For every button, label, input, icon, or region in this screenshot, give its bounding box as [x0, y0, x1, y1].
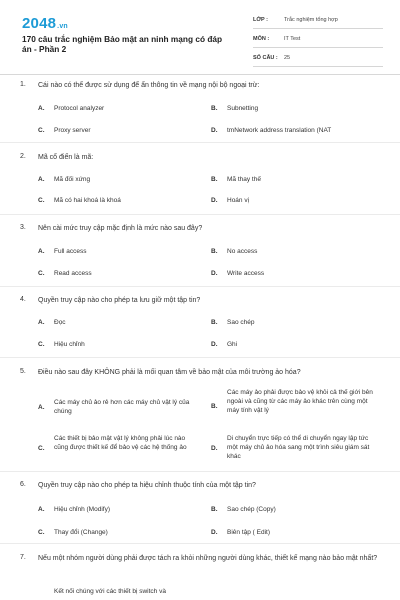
option-letter: C.: [38, 445, 45, 452]
document-title: 170 câu trắc nghiệm Bảo mật an ninh mạng có đáp án - Phần 2: [22, 34, 223, 54]
question-text: Quyền truy cập nào cho phép ta hiệu chỉnh thuộc tính của một tập tin?: [38, 482, 256, 489]
option-letter: B.: [211, 506, 218, 513]
option-text: Hoán vị: [227, 197, 250, 204]
option-text: Subnetting: [227, 105, 259, 112]
question-text: Nên cài mức truy cập mặc định là mức nào sau đây?: [38, 225, 203, 232]
option-letter: C.: [38, 341, 45, 348]
option-letter: A.: [38, 319, 45, 326]
meta-info: [253, 13, 383, 70]
question-divider: [0, 286, 400, 287]
option-letter: D.: [211, 197, 218, 204]
option-text: Sao chép: [227, 319, 255, 326]
option-text: Các máy chủ ảo rẻ hơn các máy chủ vật lý của chúng: [54, 399, 190, 415]
option-letter: A.: [38, 248, 45, 255]
option-text: Write access: [227, 270, 265, 277]
logo-suffix: .vn: [57, 23, 68, 30]
meta-row-class: [253, 13, 383, 29]
option-letter: A.: [38, 105, 45, 112]
question-divider: [0, 471, 400, 472]
option-text: Ghi: [227, 341, 238, 348]
option-letter: A.: [38, 404, 45, 411]
option-letter: C.: [38, 270, 45, 277]
option-text: Di chuyển trực tiếp có thể di chuyển ngay lập tức một máy chủ ảo hóa sang một trình siêu giám sát khác: [227, 435, 370, 460]
option-text: Hiệu chỉnh: [54, 341, 85, 348]
option-letter: A.: [38, 506, 45, 513]
meta-row-count: [253, 51, 383, 67]
question-text: Cái nào có thể được sử dụng để ẩn thông tin về mạng nội bộ ngoại trừ:: [38, 82, 260, 89]
question-number: 5.: [20, 368, 26, 375]
question-text: Mã cổ điển là mã:: [38, 154, 94, 161]
question-text: Nếu một nhóm người dùng phải được tách ra khỏi những người dùng khác, thiết kế mạng nào bảo mật nhất?: [38, 555, 378, 562]
site-logo[interactable]: [22, 15, 68, 32]
meta-value: IT Test: [284, 36, 301, 42]
option-letter: A.: [38, 176, 45, 183]
option-text: Read access: [54, 270, 92, 277]
option-letter: D.: [211, 341, 218, 348]
option-text: Các máy ảo phải được bảo vệ khỏi cả thế giới bên ngoài và cũng từ các máy ảo khác trên cùng một máy tính vật lý: [227, 389, 373, 414]
option-text: Mã có hai khoá là khoá: [54, 197, 121, 204]
option-text: Hiệu chỉnh (Modify): [54, 506, 110, 513]
option-letter: D.: [211, 270, 218, 277]
option-text: Sao chép (Copy): [227, 506, 276, 513]
question-text: Quyền truy cập nào cho phép ta lưu giữ một tập tin?: [38, 297, 201, 304]
question-divider: [0, 142, 400, 143]
question-number: 4.: [20, 296, 26, 303]
option-text: Mã đối xứng: [54, 176, 91, 183]
meta-label: SỐ CÂU :: [253, 55, 278, 61]
option-letter: B.: [211, 248, 218, 255]
option-letter: C.: [38, 127, 45, 134]
question-number: 7.: [20, 554, 26, 561]
option-letter: B.: [211, 319, 218, 326]
option-text: No access: [227, 248, 258, 255]
question-divider: [0, 214, 400, 215]
question-text: Điều nào sau đây KHÔNG phải là mối quan tâm về bảo mật của môi trường ảo hóa?: [38, 369, 301, 376]
option-text: Đọc: [54, 319, 66, 326]
option-text: Proxy server: [54, 127, 91, 134]
question-number: 3.: [20, 224, 26, 231]
option-text: Thay đổi (Change): [54, 529, 108, 536]
page-header: [0, 0, 400, 74]
option-letter: B.: [211, 403, 218, 410]
question-number: 2.: [20, 153, 26, 160]
question-number: 6.: [20, 481, 26, 488]
meta-row-subject: [253, 32, 383, 48]
option-text: Protocol analyzer: [54, 105, 105, 112]
option-letter: D.: [211, 529, 218, 536]
question-divider: [0, 357, 400, 358]
option-text: Full access: [54, 248, 87, 255]
option-text: Các thiết bị bảo mật vật lý không phải lúc nào cũng được thiết kế để bảo vệ các hệ thống ảo: [54, 435, 187, 451]
logo-main: 2048: [22, 15, 57, 32]
option-letter: C.: [38, 197, 45, 204]
meta-label: LỚP :: [253, 17, 268, 23]
option-letter: D.: [211, 127, 218, 134]
option-text: Mã thay thế: [227, 176, 261, 183]
header-divider: [0, 74, 400, 75]
question-number: 1.: [20, 81, 26, 88]
question-divider: [0, 543, 400, 544]
meta-value: Trắc nghiệm tổng hợp: [284, 17, 338, 23]
option-letter: D.: [211, 445, 218, 452]
option-text: Kết nối chúng với các thiết bị switch và: [54, 588, 166, 595]
meta-value: 25: [284, 55, 291, 61]
option-text: tmNetwork address translation (NAT: [227, 127, 332, 134]
option-letter: B.: [211, 176, 218, 183]
option-letter: C.: [38, 529, 45, 536]
option-text: Biên tập ( Edit): [227, 529, 270, 536]
meta-label: MÔN :: [253, 36, 270, 42]
option-letter: B.: [211, 105, 218, 112]
